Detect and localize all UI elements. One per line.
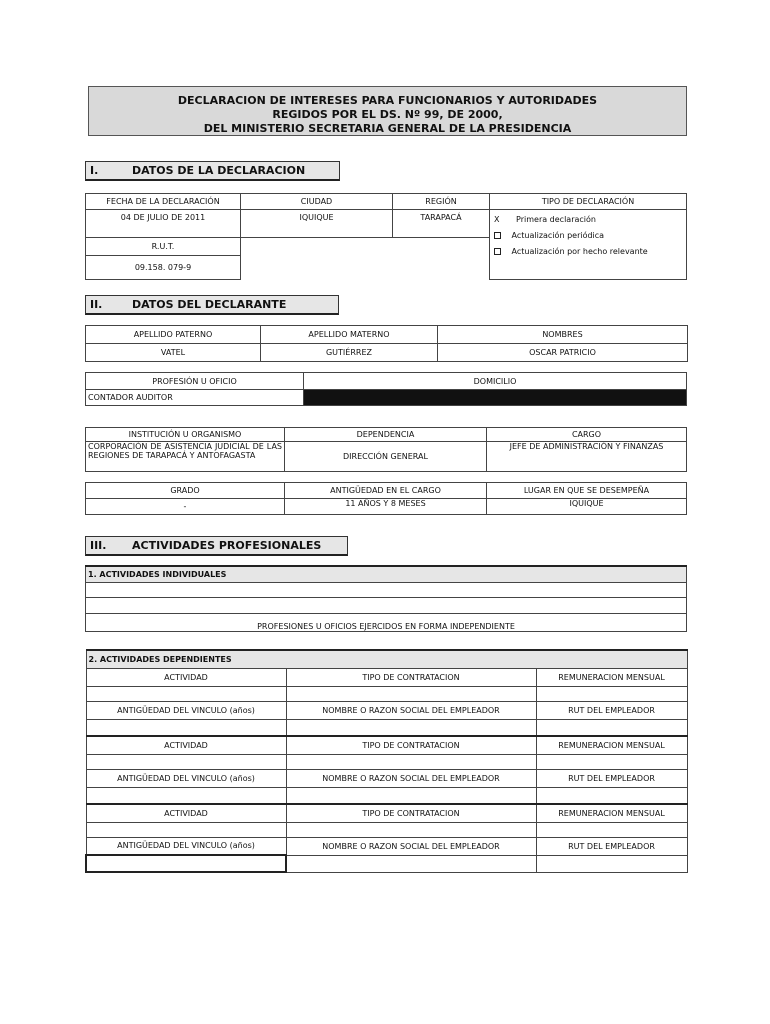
antiguedad-vinculo-label: ANTIGÜEDAD DEL VINCULO (años) — [86, 837, 286, 855]
actividades-individuales-title: 1. ACTIVIDADES INDIVIDUALES — [86, 566, 687, 582]
individual-row — [86, 597, 687, 613]
section-header-datos-declarante — [85, 295, 339, 315]
apellido-materno-label: APELLIDO MATERNO — [261, 326, 438, 344]
actividades-individuales-table — [85, 565, 687, 632]
tipo-cell — [286, 822, 536, 837]
rut-cell — [536, 787, 687, 804]
apellido-materno-value: GUTIÉRREZ — [261, 344, 438, 362]
antiguedad-cell — [86, 787, 286, 804]
actividad-cell — [86, 754, 286, 769]
option-actualizacion-hecho-relevante[interactable] — [494, 247, 648, 256]
option-label: Actualización por hecho relevante — [511, 247, 648, 256]
grado-table — [85, 482, 687, 515]
empleador-cell — [286, 855, 536, 872]
section-label: ACTIVIDADES PROFESIONALES — [132, 539, 322, 552]
remuneracion-cell — [536, 686, 687, 701]
antiguedad-vinculo-label: ANTIGÜEDAD DEL VINCULO (años) — [86, 769, 286, 787]
antiguedad-label: ANTIGÜEDAD EN EL CARGO — [285, 483, 487, 499]
nombres-value: OSCAR PATRICIO — [438, 344, 688, 362]
cargo-value: JEFE DE ADMINISTRACIÓN Y FINANZAS — [487, 442, 687, 472]
checkbox-icon — [494, 232, 501, 239]
rut-empleador-label: RUT DEL EMPLEADOR — [536, 837, 687, 855]
remuneracion-cell — [536, 822, 687, 837]
actividad-label: ACTIVIDAD — [86, 736, 286, 754]
antiguedad-cell — [86, 719, 286, 736]
domicilio-label: DOMICILIO — [304, 373, 687, 390]
region-value: TARAPACÁ — [393, 210, 490, 238]
profesion-value: CONTADOR AUDITOR — [86, 390, 304, 406]
profesion-label: PROFESIÓN U OFICIO — [86, 373, 304, 390]
rut-cell — [536, 719, 687, 736]
rut-empleador-label: RUT DEL EMPLEADOR — [536, 701, 687, 719]
antiguedad-cell — [86, 855, 286, 872]
apellido-paterno-label: APELLIDO PATERNO — [86, 326, 261, 344]
remuneracion-cell — [536, 754, 687, 769]
nombres-label: NOMBRES — [438, 326, 688, 344]
institucion-value: CORPORACIÓN DE ASISTENCIA JUDICIAL DE LAS REGIONES DE TARAPACÁ Y ANTOFAGASTA — [86, 442, 285, 472]
antiguedad-vinculo-label: ANTIGÜEDAD DEL VINCULO (años) — [86, 701, 286, 719]
tipo-cell — [286, 754, 536, 769]
antiguedad-value: 11 AÑOS Y 8 MESES — [285, 499, 487, 515]
title-line-1: DECLARACION DE INTERESES PARA FUNCIONARIOS Y AUTORIDADES — [177, 94, 598, 107]
section-header-actividades-profesionales — [85, 536, 348, 556]
dependencia-label: DEPENDENCIA — [285, 428, 487, 442]
rut-value: 09.158. 079-9 — [86, 256, 241, 280]
section-number: II. — [90, 298, 103, 311]
tipo-contratacion-label: TIPO DE CONTRATACION — [286, 736, 536, 754]
section-label: DATOS DE LA DECLARACION — [132, 164, 306, 177]
section-label: DATOS DEL DECLARANTE — [132, 298, 287, 311]
x-mark: X — [494, 215, 500, 224]
remuneracion-label: REMUNERACION MENSUAL — [536, 804, 687, 822]
actividad-cell — [86, 822, 286, 837]
apellido-paterno-value: VATEL — [86, 344, 261, 362]
option-label: Primera declaración — [516, 215, 596, 224]
actividades-dependientes-title: 2. ACTIVIDADES DEPENDIENTES — [86, 650, 687, 668]
institucion-table — [85, 427, 687, 472]
empleador-cell — [286, 719, 536, 736]
document-title — [88, 86, 687, 136]
remuneracion-label: REMUNERACION MENSUAL — [536, 736, 687, 754]
nombre-table — [85, 325, 688, 362]
title-line-2: REGIDOS POR EL DS. Nº 99, DE 2000, — [272, 108, 503, 121]
dependencia-value: DIRECCIÓN GENERAL — [285, 442, 487, 472]
domicilio-redacted — [304, 390, 687, 406]
section-number: I. — [90, 164, 99, 177]
option-label: Actualización periódica — [511, 231, 605, 240]
fecha-label: FECHA DE LA DECLARACIÓN — [86, 194, 241, 210]
fecha-value: 04 DE JULIO DE 2011 — [86, 210, 241, 238]
option-actualizacion-periodica[interactable] — [494, 231, 604, 240]
tipo-declaracion-label: TIPO DE DECLARACIÓN — [490, 194, 687, 210]
section-header-datos-declaracion — [85, 161, 340, 181]
title-line-3: DEL MINISTERIO SECRETARIA GENERAL DE LA PRESIDENCIA — [203, 122, 572, 135]
actividad-cell — [86, 686, 286, 701]
empleador-label: NOMBRE O RAZON SOCIAL DEL EMPLEADOR — [286, 769, 536, 787]
tipo-cell — [286, 686, 536, 701]
ciudad-value: IQUIQUE — [241, 210, 393, 238]
individual-row — [86, 582, 687, 597]
actividad-label: ACTIVIDAD — [86, 668, 286, 686]
region-label: REGIÓN — [393, 194, 490, 210]
empleador-cell — [286, 787, 536, 804]
grado-label: GRADO — [86, 483, 285, 499]
actividad-label: ACTIVIDAD — [86, 804, 286, 822]
tipo-contratacion-label: TIPO DE CONTRATACION — [286, 668, 536, 686]
lugar-value: IQUIQUE — [487, 499, 687, 515]
section-number: III. — [90, 539, 107, 552]
rut-empleador-label: RUT DEL EMPLEADOR — [536, 769, 687, 787]
lugar-label: LUGAR EN QUE SE DESEMPEÑA — [487, 483, 687, 499]
ciudad-label: CIUDAD — [241, 194, 393, 210]
option-primera-declaracion[interactable] — [494, 215, 596, 224]
remuneracion-label: REMUNERACION MENSUAL — [536, 668, 687, 686]
profesion-table — [85, 372, 687, 406]
checkbox-icon — [494, 248, 501, 255]
actividades-dependientes-table — [85, 649, 688, 873]
institucion-label: INSTITUCIÓN U ORGANISMO — [86, 428, 285, 442]
empleador-label: NOMBRE O RAZON SOCIAL DEL EMPLEADOR — [286, 701, 536, 719]
rut-label: R.U.T. — [86, 238, 241, 256]
individuales-footer: PROFESIONES U OFICIOS EJERCIDOS EN FORMA INDEPENDIENTE — [86, 613, 687, 631]
cargo-label: CARGO — [487, 428, 687, 442]
rut-cell — [536, 855, 687, 872]
empleador-label: NOMBRE O RAZON SOCIAL DEL EMPLEADOR — [286, 837, 536, 855]
grado-value: - — [86, 499, 285, 515]
tipo-contratacion-label: TIPO DE CONTRATACION — [286, 804, 536, 822]
